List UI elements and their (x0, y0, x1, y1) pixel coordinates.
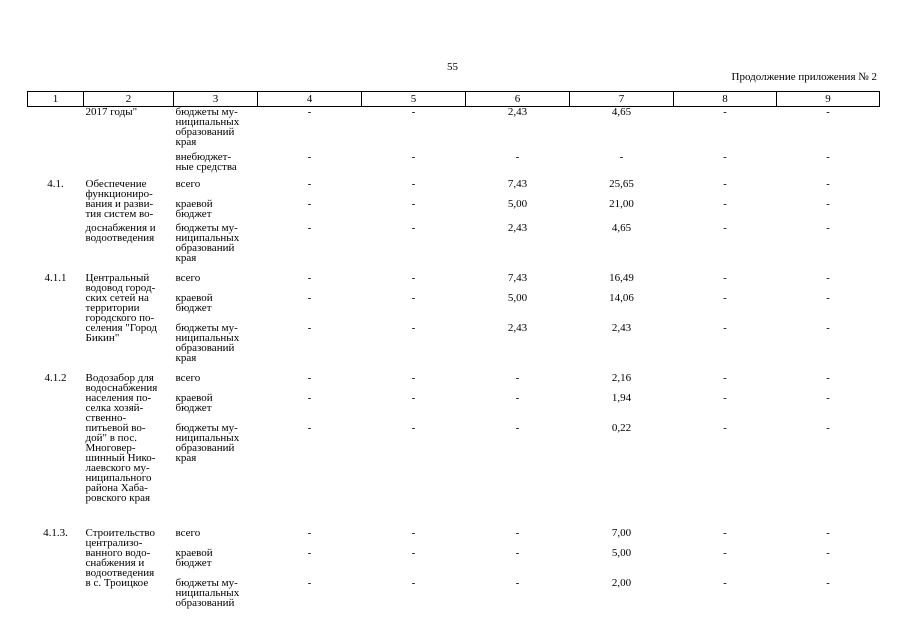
value-cell-col6: 7,43 (507, 177, 528, 190)
value-cell-col5: - (411, 221, 416, 234)
value-cell-col4: - (307, 391, 312, 404)
value-cell-col6: 7,43 (507, 271, 528, 284)
value-cell-col7: 2,43 (611, 321, 632, 334)
value-cell-col9: - (826, 321, 830, 334)
funding-source: бюджеты му- ниципальных образований края (175, 106, 240, 148)
value-cell-col5: - (411, 271, 416, 284)
row-index (28, 323, 84, 373)
row-index (28, 548, 84, 578)
column-header-9: 9 (777, 92, 880, 107)
value-cell-col6: - (515, 150, 520, 163)
row-description: ванного водо- снабжения и водоотведения (85, 546, 155, 579)
row-description: доснабжения и водоотведения (85, 221, 156, 244)
value-cell-col9: - (826, 291, 830, 304)
column-header-8: 8 (674, 92, 777, 107)
value-cell-col9: - (826, 150, 830, 163)
row-index: 4.1.3. (43, 526, 68, 539)
table-row (28, 393, 880, 423)
value-cell-col7: 2,00 (611, 576, 632, 589)
table-row (28, 548, 880, 578)
funding-source: краевой бюджет (175, 546, 213, 569)
value-cell-col7: 25,65 (609, 177, 634, 190)
value-cell-col8: - (723, 291, 727, 304)
value-cell-col8: - (723, 177, 727, 190)
column-header-4: 4 (258, 92, 362, 107)
funding-source: краевой бюджет (175, 391, 213, 414)
value-cell-col5: - (411, 197, 416, 210)
funding-source: краевой бюджет (175, 197, 213, 220)
table-row (28, 578, 880, 618)
value-cell-col9: - (826, 221, 830, 234)
funding-source: всего (175, 271, 201, 284)
value-cell-col8: - (723, 391, 727, 404)
value-cell-col6: - (515, 576, 520, 589)
value-cell-col7: 4,65 (611, 106, 632, 118)
table-row (28, 423, 880, 528)
value-cell-col6: 5,00 (507, 197, 528, 210)
value-cell-col8: - (723, 106, 727, 118)
row-description (84, 152, 174, 179)
value-cell-col8: - (723, 371, 727, 384)
value-cell-col9: - (826, 106, 830, 118)
table-row (28, 199, 880, 223)
value-cell-col6: - (515, 546, 520, 559)
value-cell-col5: - (411, 291, 416, 304)
value-cell-col4: - (307, 150, 312, 163)
row-index (28, 293, 84, 323)
row-description: питьевой во- дой" в пос. Многовер- шинный Нико- лаевского му- ниципального района Хаба- ровского края (85, 421, 156, 504)
value-cell-col4: - (307, 177, 312, 190)
funding-source: всего (175, 177, 201, 190)
value-cell-col6: - (515, 421, 520, 434)
value-cell-col6: 2,43 (507, 321, 528, 334)
table-row (28, 323, 880, 373)
row-index: 4.1.1 (44, 271, 67, 284)
value-cell-col4: - (307, 271, 312, 284)
row-index (28, 152, 84, 179)
value-cell-col8: - (723, 421, 727, 434)
column-header-2: 2 (84, 92, 174, 107)
value-cell-col4: - (307, 321, 312, 334)
row-description: Водозабор для водоснабжения (85, 371, 158, 394)
table-row (28, 107, 880, 152)
column-number-row (28, 92, 880, 107)
value-cell-col8: - (723, 321, 727, 334)
value-cell-col4: - (307, 526, 312, 539)
value-cell-col7: 4,65 (611, 221, 632, 234)
value-cell-col5: - (411, 177, 416, 190)
value-cell-col4: - (307, 371, 312, 384)
value-cell-col5: - (411, 526, 416, 539)
value-cell-col8: - (723, 150, 727, 163)
table-row (28, 373, 880, 393)
row-description: вания и разви- тия систем во- (85, 197, 154, 220)
value-cell-col4: - (307, 546, 312, 559)
funding-source: всего (175, 526, 201, 539)
column-header-5: 5 (362, 92, 466, 107)
value-cell-col7: 1,94 (611, 391, 632, 404)
row-index (28, 107, 84, 152)
value-cell-col5: - (411, 321, 416, 334)
value-cell-col9: - (826, 576, 830, 589)
value-cell-col8: - (723, 221, 727, 234)
value-cell-col8: - (723, 546, 727, 559)
funding-source: внебюджет- ные средства (175, 150, 237, 173)
value-cell-col4: - (307, 221, 312, 234)
row-description: Центральный водовод город- (85, 271, 156, 294)
value-cell-col8: - (723, 197, 727, 210)
value-cell-col9: - (826, 391, 830, 404)
table-row (28, 223, 880, 273)
funding-source: бюджеты му- ниципальных образований края (175, 221, 240, 264)
funding-source: бюджеты му- ниципальных образований (175, 576, 240, 609)
row-index: 4.1. (47, 177, 64, 190)
value-cell-col4: - (307, 197, 312, 210)
value-cell-col6: - (515, 526, 520, 539)
value-cell-col6: - (515, 371, 520, 384)
value-cell-col5: - (411, 371, 416, 384)
value-cell-col8: - (723, 526, 727, 539)
row-description: ских сетей на территории городского по- (85, 291, 155, 324)
row-description: в с. Троицкое (85, 576, 149, 589)
value-cell-col6: 2,43 (507, 221, 528, 234)
budget-table (27, 91, 880, 618)
value-cell-col7: 21,00 (609, 197, 634, 210)
appendix-continuation-title: Продолжение приложения № 2 (731, 71, 877, 83)
value-cell-col6: 2,43 (507, 106, 528, 118)
row-description: населения по- селка хозяй- ственно- (85, 391, 152, 424)
row-index (28, 578, 84, 618)
page-number: 55 (447, 61, 458, 73)
table-row (28, 293, 880, 323)
value-cell-col4: - (307, 291, 312, 304)
value-cell-col7: 16,49 (609, 271, 634, 284)
value-cell-col9: - (826, 177, 830, 190)
row-index (28, 423, 84, 528)
value-cell-col5: - (411, 546, 416, 559)
column-header-3: 3 (174, 92, 258, 107)
value-cell-col7: 2,16 (611, 371, 632, 384)
row-index: 4.1.2 (44, 371, 67, 384)
value-cell-col9: - (826, 197, 830, 210)
value-cell-col7: 0,22 (611, 421, 632, 434)
value-cell-col5: - (411, 421, 416, 434)
row-description: Обеспечение функциониро- (85, 177, 153, 200)
row-index (28, 393, 84, 423)
row-index (28, 223, 84, 273)
table-row (28, 179, 880, 199)
funding-source: бюджеты му- ниципальных образований края (175, 421, 240, 464)
value-cell-col4: - (307, 106, 312, 118)
value-cell-col6: - (515, 391, 520, 404)
value-cell-col9: - (826, 526, 830, 539)
value-cell-col4: - (307, 576, 312, 589)
funding-source: краевой бюджет (175, 291, 213, 314)
column-header-7: 7 (570, 92, 674, 107)
value-cell-col8: - (723, 271, 727, 284)
row-description: 2017 годы" (85, 106, 138, 118)
table-row (28, 273, 880, 293)
value-cell-col6: 5,00 (507, 291, 528, 304)
value-cell-col7: 7,00 (611, 526, 632, 539)
table-row (28, 152, 880, 179)
funding-source: всего (175, 371, 201, 384)
value-cell-col7: 5,00 (611, 546, 632, 559)
value-cell-col7: 14,06 (609, 291, 634, 304)
value-cell-col5: - (411, 391, 416, 404)
value-cell-col9: - (826, 371, 830, 384)
column-header-6: 6 (466, 92, 570, 107)
row-description: селения "Город Бикин" (85, 321, 158, 344)
value-cell-col9: - (826, 271, 830, 284)
table-body (28, 107, 880, 618)
column-header-1: 1 (28, 92, 84, 107)
row-index (28, 199, 84, 223)
table-row (28, 528, 880, 548)
value-cell-col9: - (826, 421, 830, 434)
row-description: Строительство централизо- (85, 526, 156, 549)
value-cell-col5: - (411, 576, 416, 589)
value-cell-col5: - (411, 106, 416, 118)
value-cell-col8: - (723, 576, 727, 589)
value-cell-col5: - (411, 150, 416, 163)
value-cell-col7: - (619, 150, 624, 163)
value-cell-col4: - (307, 421, 312, 434)
funding-source: бюджеты му- ниципальных образований края (175, 321, 240, 364)
value-cell-col9: - (826, 546, 830, 559)
